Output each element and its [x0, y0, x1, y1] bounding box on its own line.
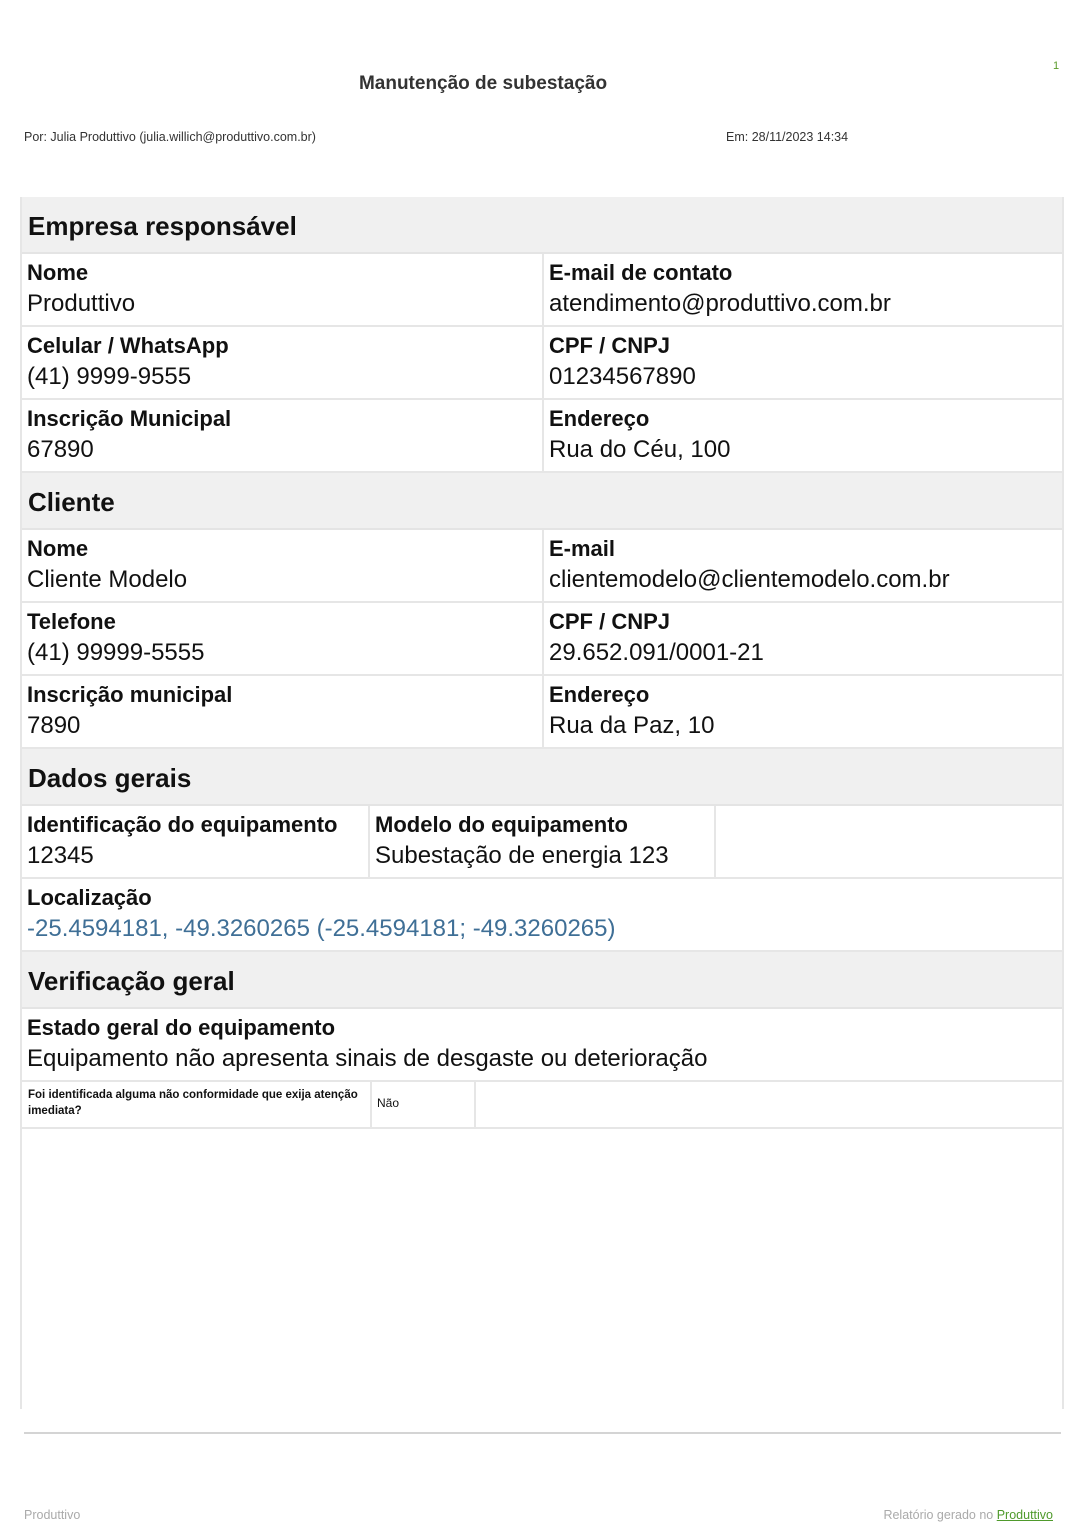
field-label: Localização	[27, 885, 152, 910]
report-author: Por: Julia Produttivo (julia.willich@produttivo.com.br)	[24, 130, 316, 144]
report-body	[20, 197, 1064, 1409]
footer-divider	[24, 1432, 1061, 1434]
field-row	[22, 254, 1062, 327]
field-label: Endereço	[549, 682, 650, 707]
field-label: Inscrição Municipal	[27, 406, 232, 431]
field-value: Equipamento não apresenta sinais de desgaste ou deterioração	[27, 1045, 708, 1072]
field-empresa-nome	[22, 254, 542, 325]
field-row	[22, 879, 1062, 952]
field-value: 7890	[27, 712, 81, 739]
field-equipamento-id	[22, 806, 368, 877]
field-label: Endereço	[549, 406, 650, 431]
page-title: Manutenção de subestação	[358, 73, 608, 94]
field-value: 01234567890	[549, 363, 696, 390]
section-header-verificacao: Verificação geral	[22, 952, 1062, 1009]
field-label: E-mail	[549, 536, 616, 561]
field-localizacao	[22, 879, 1062, 950]
field-empresa-cpf-cnpj	[542, 327, 1062, 398]
field-label: Estado geral do equipamento	[27, 1015, 336, 1040]
field-row	[22, 530, 1062, 603]
footer-brand-link[interactable]: Produttivo	[996, 1508, 1053, 1522]
section-header-dados-gerais: Dados gerais	[22, 749, 1062, 806]
section-header-empresa: Empresa responsável	[22, 197, 1062, 254]
field-value: 29.652.091/0001-21	[549, 639, 764, 666]
field-cliente-endereco	[542, 676, 1062, 747]
question-label: Foi identificada alguma não conformidade que exija atenção imediata?	[28, 1089, 358, 1117]
field-empresa-email	[542, 254, 1062, 325]
field-cliente-email	[542, 530, 1062, 601]
section-header-cliente: Cliente	[22, 473, 1062, 530]
field-row	[22, 1009, 1062, 1082]
empty-cell	[714, 806, 1062, 877]
field-row	[22, 327, 1062, 400]
page-number: 1	[1053, 60, 1060, 72]
field-empresa-celular	[22, 327, 542, 398]
field-row	[22, 400, 1062, 473]
empty-cell	[474, 1082, 1062, 1127]
field-value: Cliente Modelo	[27, 566, 188, 593]
field-value: 12345	[27, 842, 94, 869]
field-estado-geral	[22, 1009, 1062, 1080]
field-label: Identificação do equipamento	[27, 812, 338, 837]
footer-generated	[883, 1508, 1053, 1522]
footer-brand: Produttivo	[24, 1508, 81, 1522]
report-date: Em: 28/11/2023 14:34	[726, 130, 849, 144]
field-value: Rua do Céu, 100	[549, 436, 731, 463]
field-label: Nome	[27, 536, 89, 561]
field-label: E-mail de contato	[549, 260, 733, 285]
question-row	[22, 1082, 1062, 1129]
field-label: Modelo do equipamento	[375, 812, 628, 837]
field-label: CPF / CNPJ	[549, 609, 671, 634]
field-cliente-inscricao	[22, 676, 542, 747]
field-empresa-inscricao	[22, 400, 542, 471]
field-label: CPF / CNPJ	[549, 333, 671, 358]
field-cliente-nome	[22, 530, 542, 601]
field-equipamento-modelo	[368, 806, 714, 877]
field-label: Celular / WhatsApp	[27, 333, 229, 358]
field-cliente-cpf-cnpj	[542, 603, 1062, 674]
field-label: Telefone	[27, 609, 116, 634]
field-value: (41) 99999-5555	[27, 639, 205, 666]
field-value: Rua da Paz, 10	[549, 712, 715, 739]
field-value: clientemodelo@clientemodelo.com.br	[549, 566, 950, 593]
location-link[interactable]: -25.4594181, -49.3260265 (-25.4594181; -49.3260265)	[27, 915, 616, 942]
footer-generated-text: Relatório gerado no	[883, 1508, 994, 1522]
question-answer: Não	[370, 1082, 474, 1127]
field-label: Inscrição municipal	[27, 682, 233, 707]
field-value: Produttivo	[27, 290, 136, 317]
field-cliente-telefone	[22, 603, 542, 674]
field-row	[22, 806, 1062, 879]
field-row	[22, 603, 1062, 676]
field-value: Subestação de energia 123	[375, 842, 669, 869]
field-value: 67890	[27, 436, 94, 463]
field-value: (41) 9999-9555	[27, 363, 192, 390]
field-row	[22, 676, 1062, 749]
field-value: atendimento@produttivo.com.br	[549, 290, 891, 317]
field-empresa-endereco	[542, 400, 1062, 471]
field-label: Nome	[27, 260, 89, 285]
